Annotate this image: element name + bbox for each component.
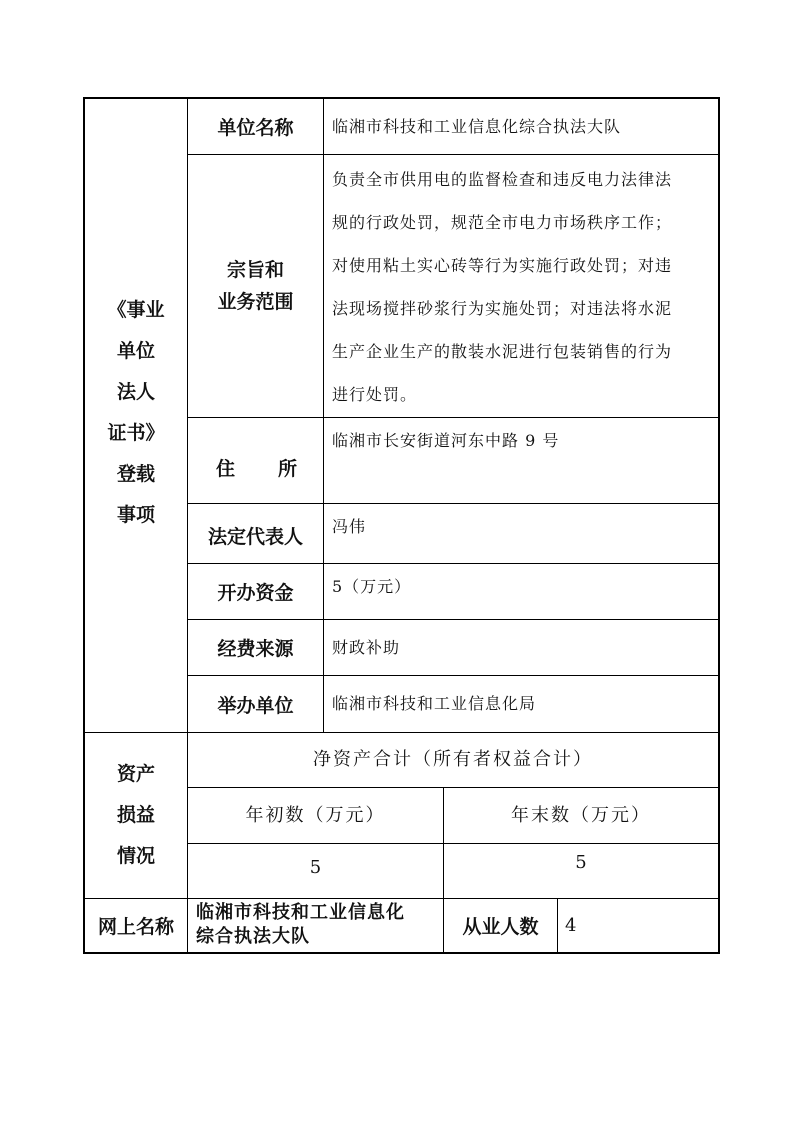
purpose-line: 对使用粘土实心砖等行为实施行政处罚；对违 [332,256,673,275]
table-border-bottom [83,952,720,954]
assets-side-label [85,754,187,877]
side-label-line: 单位 [116,340,155,362]
online-name-line: 综合执法大队 [196,926,310,947]
purpose-label-line: 业务范围 [217,291,294,313]
begin-value: 5 [309,857,322,878]
side-label-line: 损益 [116,804,155,826]
purpose-value [332,158,716,416]
sponsor-value: 临湘市科技和工业信息化局 [332,694,537,713]
funding-value: 财政补助 [332,638,401,657]
purpose-line: 法现场搅拌砂浆行为实施处罚；对违法将水泥 [332,299,673,318]
side-label-line: 《事业 [107,299,165,321]
legal-rep-value: 冯伟 [332,517,367,536]
net-assets-header: 净资产合计（所有者权益合计） [313,749,593,770]
purpose-line: 生产企业生产的散装水泥进行包装销售的行为 [332,342,673,361]
capital-value: 5（万元） [332,577,412,596]
purpose-label [188,155,323,417]
end-value: 5 [575,852,587,873]
side-label-line: 登载 [116,463,155,485]
side-label-line: 法人 [116,381,155,403]
purpose-line: 负责全市供用电的监督检查和违反电力法律法 [332,170,673,189]
address-label-char: 所 [277,458,297,480]
side-label-line: 资产 [116,763,155,785]
divider [557,898,558,954]
address-value: 临湘市长安街道河东中路 9 号 [332,431,560,450]
registration-side-label [85,290,187,536]
side-label-line: 情况 [116,845,155,867]
capital-label: 开办资金 [217,582,294,604]
online-name-line: 临湘市科技和工业信息化 [196,902,405,923]
purpose-line: 进行处罚。 [332,385,418,404]
purpose-label-line: 宗旨和 [226,259,284,281]
unit-name-value: 临湘市科技和工业信息化综合执法大队 [332,117,622,136]
online-name-value [196,901,440,949]
end-label: 年末数（万元） [511,805,651,826]
address-label [188,418,323,503]
divider [323,97,324,732]
divider [187,843,720,844]
staff-label: 从业人数 [462,916,539,938]
address-label-char: 住 [216,458,236,480]
legal-rep-label: 法定代表人 [207,526,303,548]
online-name-label: 网上名称 [97,916,174,938]
funding-label: 经费来源 [217,638,294,660]
unit-name-label: 单位名称 [217,117,294,139]
side-label-line: 事项 [116,504,155,526]
table-border-right [718,97,720,954]
begin-label: 年初数（万元） [245,805,386,826]
purpose-line: 规的行政处罚，规范全市电力市场秩序工作； [332,213,673,232]
sponsor-label: 举办单位 [217,694,294,717]
staff-value: 4 [565,915,578,936]
side-label-line: 证书》 [107,422,165,444]
